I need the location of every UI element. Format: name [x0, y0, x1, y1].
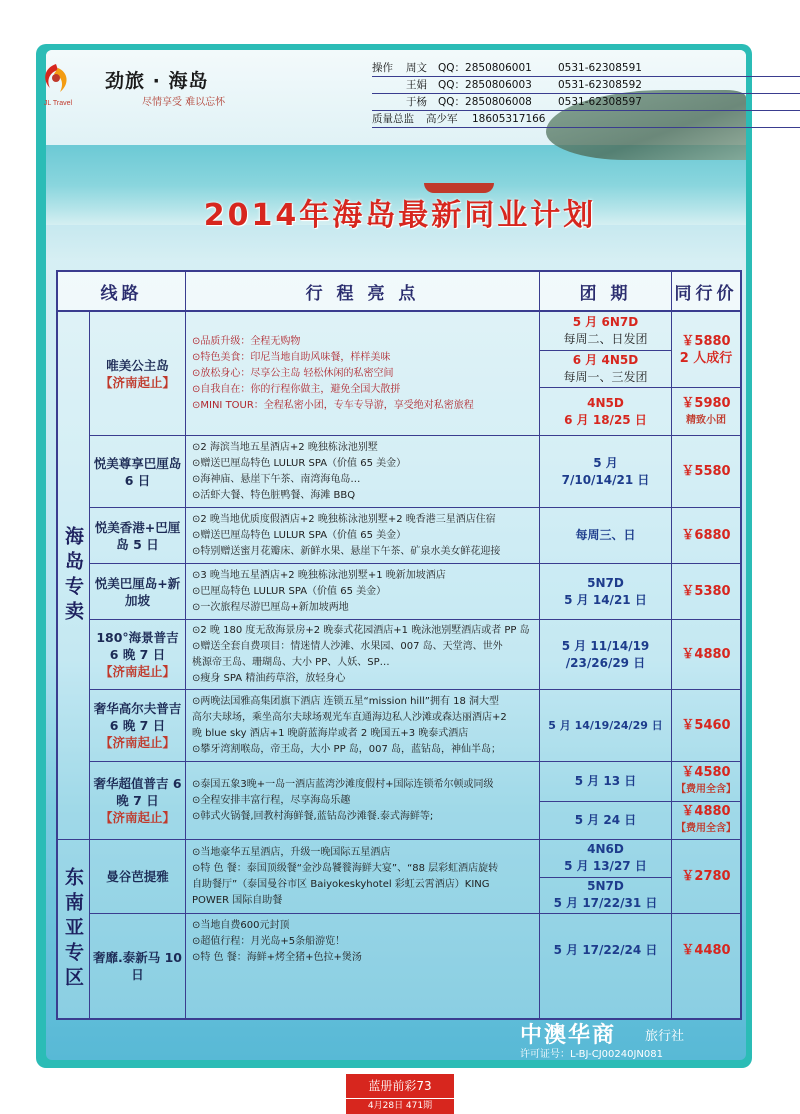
- price-text: ￥4880: [681, 804, 731, 820]
- date-text: 5 月 17/22/24 日: [553, 943, 658, 957]
- price-cell: [672, 690, 740, 761]
- table-row[interactable]: [90, 762, 740, 840]
- contact-qq: QQ：2850806008: [438, 96, 532, 108]
- footer-license: 许可证号：L-BJ-CJ00240JN081: [520, 1049, 663, 1060]
- dates-cell: [540, 762, 672, 839]
- highlight-line: ⊙赠送全套自费项目：情迷情人沙滩、水果园、007 岛、天堂湾、世外: [192, 640, 503, 652]
- date-text: 5 月 13/27 日: [564, 859, 647, 874]
- highlight-line: ⊙特色美食：印尼当地自助风味餐，样样美味: [192, 351, 391, 363]
- price-text: ￥5580: [681, 464, 731, 479]
- issue-badge: 4月28日 471期: [346, 1099, 454, 1114]
- route-name: 悦美香港+巴厘岛 5 日: [94, 519, 181, 552]
- route-name-cell: [90, 312, 186, 435]
- table-row[interactable]: [90, 840, 740, 914]
- highlight-line: 自助餐厅”（泰国曼谷市区 Baiyokeskyhotel 彩虹云霄酒店）KING: [192, 878, 490, 890]
- dates-cell: [540, 436, 672, 507]
- contact-label: [372, 94, 406, 110]
- header-highlights: 行 程 亮 点: [186, 272, 540, 312]
- price-group: [672, 801, 740, 840]
- highlights-cell: [186, 762, 540, 839]
- highlight-line: ⊙放松身心：尽享公主岛 轻松休闲的私密空间: [192, 367, 394, 379]
- date-text: 6 月 18/25 日: [564, 412, 647, 427]
- highlight-line: POWER 国际自助餐: [192, 894, 283, 906]
- dates-cell: [540, 564, 672, 619]
- route-name-cell: [90, 914, 186, 1018]
- highlight-line: ⊙自我自在：你的行程你做主，避免全国大散拼: [192, 383, 401, 395]
- itinerary-table: [56, 270, 742, 1020]
- date-text: 7/10/14/21 日: [561, 472, 650, 487]
- date-text: 4N5D: [587, 395, 624, 410]
- route-departure: 【济南起止】: [99, 664, 175, 679]
- contact-name: 周文: [406, 62, 427, 74]
- date-text: 4N6D: [587, 842, 624, 857]
- date-group: [540, 387, 671, 435]
- price-text: ￥4580: [681, 765, 731, 781]
- price-group: [672, 387, 740, 435]
- highlights-cell: [186, 508, 540, 563]
- page-title: 2014年海岛最新同业计划: [203, 198, 597, 233]
- price-text: ￥5880: [681, 333, 731, 349]
- price-note: 【费用全含】: [676, 784, 736, 796]
- highlight-line: ⊙特 色 餐：海鲜+烤全猪+色拉+煲汤: [192, 952, 362, 963]
- footer-agency: 旅行社: [645, 1029, 685, 1044]
- price-cell: [672, 762, 740, 839]
- contact-label: 操作: [372, 62, 393, 74]
- highlight-line: ⊙品质升级：全程无购物: [192, 335, 301, 347]
- logo-icon: [36, 60, 76, 96]
- route-departure: 【济南起止】: [99, 374, 175, 390]
- date-group: [540, 877, 671, 914]
- highlight-line: ⊙赠送巴厘岛特色 LULUR SPA（价值 65 美金）: [192, 529, 407, 541]
- table-row[interactable]: [90, 690, 740, 762]
- table-row[interactable]: [90, 564, 740, 620]
- dates-cell: [540, 620, 672, 689]
- route-name: 悦美巴厘岛+新加坡: [94, 575, 181, 608]
- footer-brand: 中澳华商: [520, 1022, 617, 1048]
- highlight-line: ⊙MINI TOUR：全程私密小团，专车专导游，享受绝对私密旅程: [192, 399, 474, 411]
- price-cell: [672, 312, 740, 435]
- highlight-line: ⊙全程安排丰富行程，尽享海岛乐趣: [192, 794, 351, 806]
- contact-row: [372, 94, 800, 111]
- contact-row: [372, 111, 800, 128]
- dates-cell: [540, 312, 672, 435]
- price-text: ￥5380: [681, 584, 731, 599]
- dates-cell: [540, 840, 672, 913]
- table-row[interactable]: [90, 312, 740, 436]
- price-group: [672, 312, 740, 387]
- date-text: 5 月 14/21 日: [564, 592, 647, 607]
- contact-qq: QQ：2850806003: [438, 79, 532, 91]
- table-row[interactable]: [90, 914, 740, 1018]
- highlight-line: ⊙巴厘岛特色 LULUR SPA（价值 65 美金）: [192, 585, 387, 597]
- date-text: 每周二、日发团: [563, 331, 648, 346]
- highlights-cell: [186, 914, 540, 1018]
- contact-label: 质量总监: [372, 113, 414, 125]
- price-note: 【费用全含】: [676, 823, 736, 835]
- region-southeast-asia: 东南亚专区: [58, 840, 90, 1018]
- highlights-cell: [186, 436, 540, 507]
- highlight-line: ⊙海神庙、悬崖下午茶、南湾海龟岛…: [192, 473, 361, 485]
- date-text: 5 月 6N7D: [572, 314, 639, 329]
- contact-name: 于杨: [406, 96, 427, 108]
- date-group: [540, 801, 671, 840]
- date-text: 5 月 14/19/24/29 日: [548, 719, 663, 732]
- highlight-line: ⊙3 晚当地五星酒店+2 晚独栋泳池别墅+1 晚新加坡酒店: [192, 569, 446, 581]
- price-text: ￥5980: [681, 395, 731, 411]
- price-cell: [672, 508, 740, 563]
- dates-cell: [540, 690, 672, 761]
- contact-row: [372, 60, 800, 77]
- route-name: 奢华超值普吉 6 晚 7 日: [93, 776, 182, 808]
- contact-qq: QQ：2850806001: [438, 62, 532, 74]
- contact-phone: 0531-62308597: [558, 96, 642, 108]
- highlight-line: ⊙2 晚当地优质度假酒店+2 晚独栋泳池别墅+2 晚香港三星酒店住宿: [192, 513, 496, 525]
- brand-slogan: 尽情享受 难以忘怀: [142, 97, 226, 108]
- route-name-cell: [90, 762, 186, 839]
- contact-row: [372, 77, 800, 94]
- highlight-line: ⊙超值行程：月光岛+5条船游览！: [192, 936, 346, 947]
- route-departure: 【济南起止】: [99, 810, 175, 825]
- highlight-line: ⊙泰国五象3晚+一岛一酒店蓝湾沙滩度假村+国际连锁希尔顿或同级: [192, 778, 494, 790]
- date-text: 5 月 13 日: [574, 773, 637, 788]
- header-route: 线路: [58, 272, 186, 312]
- price-text: ￥4480: [681, 943, 731, 958]
- highlight-line: ⊙一次旅程尽游巴厘岛+新加坡两地: [192, 601, 349, 613]
- contact-name: 高少军: [426, 113, 458, 125]
- header-dates: 团 期: [540, 272, 672, 312]
- contact-phone: 18605317166: [472, 113, 546, 125]
- highlight-line: ⊙攀牙湾割喉岛，帝王岛，大小 PP 岛，007 岛，蓝钻岛，神仙半岛；: [192, 743, 502, 755]
- brand-name: 劲旅 · 海岛: [105, 70, 209, 92]
- date-text: 每周三、日: [575, 528, 636, 542]
- price-cell: [672, 840, 740, 913]
- route-name: 曼谷芭提雅: [106, 869, 169, 884]
- highlight-line: ⊙瘦身 SPA 精油药草浴，放轻身心: [192, 672, 346, 684]
- dates-cell: [540, 508, 672, 563]
- highlight-line: ⊙2 晚 180 度无敌海景房+2 晚泰式花园酒店+1 晚泳池别墅酒店或者 PP 岛: [192, 624, 530, 636]
- route-name: 180°海景普吉 6 晚 7 日: [96, 630, 179, 662]
- price-note: 精致小团: [686, 414, 726, 426]
- price-note: 2 人成行: [679, 350, 733, 366]
- highlight-line: 晚 blue sky 酒店+1 晚蔚蓝海岸或者 2 晚国五+3 晚泰式酒店: [192, 727, 469, 739]
- route-name-cell: [90, 564, 186, 619]
- highlights-cell: [186, 690, 540, 761]
- highlight-line: ⊙特别赠送蜜月花瓣床、新鲜水果、悬崖下午茶、矿泉水美女鲜花迎接: [192, 545, 501, 557]
- logo-text: JL Travel: [43, 100, 73, 107]
- date-text: 5N7D: [587, 879, 624, 894]
- table-row[interactable]: [90, 508, 740, 564]
- route-name-cell: [90, 690, 186, 761]
- highlight-line: ⊙赠送巴厘岛特色 LULUR SPA（价值 65 美金）: [192, 457, 407, 469]
- table-row[interactable]: [90, 436, 740, 508]
- date-text: 5 月 24 日: [574, 812, 637, 827]
- date-group: [540, 312, 671, 350]
- highlights-cell: [186, 840, 540, 913]
- route-name: 奢靡.泰新马 10 日: [93, 950, 182, 982]
- highlights-cell: [186, 312, 540, 435]
- route-name: 奢华高尔夫普吉 6 晚 7 日: [93, 701, 182, 733]
- route-name: 悦美尊享巴厘岛 6 日: [93, 455, 182, 488]
- region-islands: 海岛专卖: [58, 312, 90, 840]
- price-text: ￥4880: [681, 647, 731, 662]
- price-cell: [672, 564, 740, 619]
- highlight-line: ⊙当地自费600元封顶: [192, 920, 290, 931]
- route-name: 唯美公主岛: [106, 357, 169, 373]
- contact-phone: 0531-62308591: [558, 62, 642, 74]
- highlight-line: ⊙2 海滨当地五星酒店+2 晚独栋泳池别墅: [192, 441, 378, 453]
- brand-logo: [36, 60, 80, 112]
- highlight-line: ⊙当地豪华五星酒店，升级一晚国际五星酒店: [192, 846, 391, 858]
- highlight-line: 高尔夫球场，乘坐高尔夫球场观光车直通海边私人沙滩或森达丽酒店+2: [192, 711, 507, 723]
- route-name-cell: [90, 840, 186, 913]
- dates-cell: [540, 914, 672, 1018]
- price-cell: [672, 914, 740, 1018]
- date-group: [540, 350, 671, 388]
- price-cell: [672, 436, 740, 507]
- header-price: 同行价: [672, 272, 740, 312]
- price-text: ￥2780: [681, 869, 731, 884]
- highlight-line: ⊙两晚法国雅高集团旗下酒店 连锁五星“mission hill”拥有 18 洞大型: [192, 695, 500, 707]
- date-group: [540, 762, 671, 801]
- route-departure: 【济南起止】: [99, 735, 175, 750]
- contact-label: [372, 77, 406, 93]
- route-name-cell: [90, 508, 186, 563]
- highlight-line: ⊙韩式火锅餐,回教村海鲜餐,蓝钻岛沙滩餐.泰式海鲜等;: [192, 810, 434, 822]
- date-text: 5 月: [593, 455, 618, 470]
- price-group: [672, 762, 740, 801]
- price-text: ￥6880: [681, 528, 731, 543]
- contact-list: [372, 60, 800, 128]
- highlight-line: ⊙特 色 餐：泰国顶级餐“金沙岛饕餮海鲜大宴”、“88 层彩虹酒店旋转: [192, 862, 499, 874]
- highlight-line: ⊙活虾大餐、特色脏鸭餐、海滩 BBQ: [192, 489, 356, 501]
- page-number-badge: 蓝册前彩73: [346, 1074, 454, 1098]
- date-group: [540, 840, 671, 877]
- price-cell: [672, 620, 740, 689]
- highlight-line: 桃源帝王岛、珊瑚岛、大小 PP、人妖、SP…: [192, 656, 390, 668]
- table-row[interactable]: [90, 620, 740, 690]
- date-text: 6 月 4N5D: [572, 353, 639, 368]
- contact-phone: 0531-62308592: [558, 79, 642, 91]
- highlights-cell: [186, 564, 540, 619]
- route-name-cell: [90, 436, 186, 507]
- price-text: ￥5460: [681, 718, 731, 733]
- date-text: /23/26/29 日: [565, 655, 646, 670]
- contact-name: 王娟: [406, 79, 427, 91]
- route-name-cell: [90, 620, 186, 689]
- date-text: 每周一、三发团: [563, 370, 648, 385]
- date-text: 5 月 11/14/19: [561, 638, 650, 653]
- date-text: 5N7D: [587, 575, 624, 590]
- highlights-cell: [186, 620, 540, 689]
- date-text: 5 月 17/22/31 日: [553, 896, 658, 911]
